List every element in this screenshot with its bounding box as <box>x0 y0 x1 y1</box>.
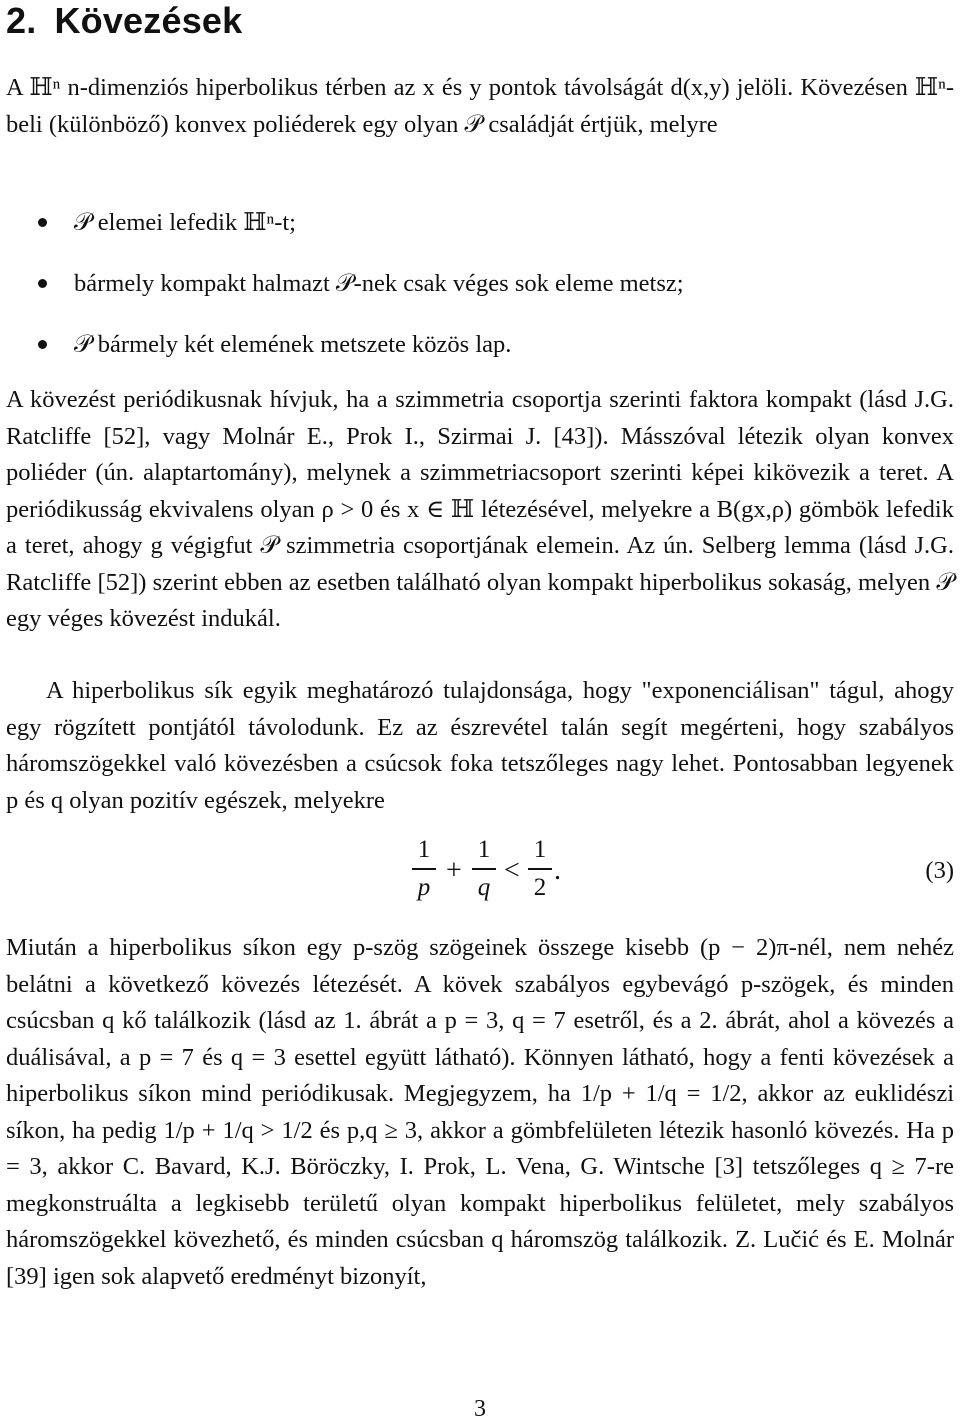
bullet-icon <box>38 340 47 349</box>
bullet-icon <box>38 218 47 227</box>
fraction-1-over-q: 1 q <box>472 835 496 903</box>
equation-3 <box>6 835 954 915</box>
intro-paragraph: A ℍⁿ n-dimenziós hiperbolikus térben az x és y pontok távolságát d(x,y) jelöli. Kövezésen ℍⁿ-beli (különböző) konvex poliéderek egy olyan 𝒫 családját értjük, melyre <box>6 74 954 138</box>
section-heading <box>6 0 242 42</box>
fraction-1-over-2: 1 2 <box>528 835 552 903</box>
exponential-paragraph: A hiperbolikus sík egyik meghatározó tulajdonsága, hogy "exponenciálisan" tágul, ahogy egy rögzített pontjától távolodunk. Ez az észrevétel talán segít megérteni, hogy szabályos háromszögekkel való kövezésben a csúcsok foka tetszőleges nagy lehet. Pontosabban legyenek p és q olyan pozitív egészek, melyekre <box>6 677 954 814</box>
periodic-paragraph: A kövezést periódikusnak hívjuk, ha a szimmetria csoportja szerinti faktora kompakt (lásd J.G. Ratcliffe [52], vagy Molnár E., Prok I., Szirmai J. [43]). Másszóval létezik olyan konvex poliéder (ún. alaptartomány), melynek a szimmetriacsoport szerinti képei kikövezik a teret. A periódikusság ekvivalens olyan ρ > 0 és x ∈ ℍ létezésével, melyekre a B(gx,ρ) gömbök lefedik a teret, ahogy g végigfut 𝒫 szimmetria csoportjának elemein. Az ún. Selberg lemma (lásd J.G. Ratcliffe [52]) szerint ebben az esetben található olyan kompakt hiperbolikus sokaság, melyen 𝒫 egy véges kövezést indukál. <box>6 386 954 632</box>
list-item: 𝒫 elemei lefedik ℍⁿ-t; <box>6 205 946 266</box>
list-item: 𝒫 bármely két elemének metszete közös lap. <box>6 327 946 388</box>
page-number: 3 <box>474 1396 486 1422</box>
less-than-sign: < <box>504 855 520 886</box>
fraction-1-over-p: 1 p <box>412 835 436 903</box>
section-number: 2. <box>6 0 37 41</box>
section-title: Kövezések <box>54 0 243 41</box>
bullet-icon <box>38 279 47 288</box>
plus-sign: + <box>446 855 462 886</box>
list-item: bármely kompakt halmazt 𝒫-nek csak véges sok eleme metsz; <box>6 266 946 327</box>
condition-list <box>6 205 946 388</box>
equation-number: (3) <box>925 857 954 884</box>
equation-period: . <box>554 855 561 886</box>
tiling-paragraph: Miután a hiperbolikus síkon egy p-szög szögeinek összege kisebb (p − 2)π-nél, nem nehéz belátni a következő kövezés létezését. A kövek szabályos egybevágó p-szögek, és minden csúcsban q kő találkozik (lásd az 1. ábrát a p = 3, q = 7 esetről, és a 2. ábrát, ahol a kövezés a duálisával, a p = 7 és q = 3 esettel együtt látható). Könnyen látható, hogy a fenti kövezések a hiperbolikus síkon mind periódikusak. Megjegyzem, ha 1/p + 1/q = 1/2, akkor az euklidészi síkon, ha pedig 1/p + 1/q > 1/2 és p,q ≥ 3, akkor a gömbfelületen létezik hasonló kövezés. Ha p = 3, akkor C. Bavard, K.J. Böröczky, I. Prok, L. Vena, G. Wintsche [3] tetszőleges q ≥ 7-re megkonstruálta a legkisebb területű olyan kompakt hiperbolikus felületet, mely szabályos háromszögekkel kövezhető, és minden csúcsban q háromszög találkozik. Z. Lučić és E. Molnár [39] igen sok alapvető eredményt bizonyít, <box>6 934 954 1290</box>
